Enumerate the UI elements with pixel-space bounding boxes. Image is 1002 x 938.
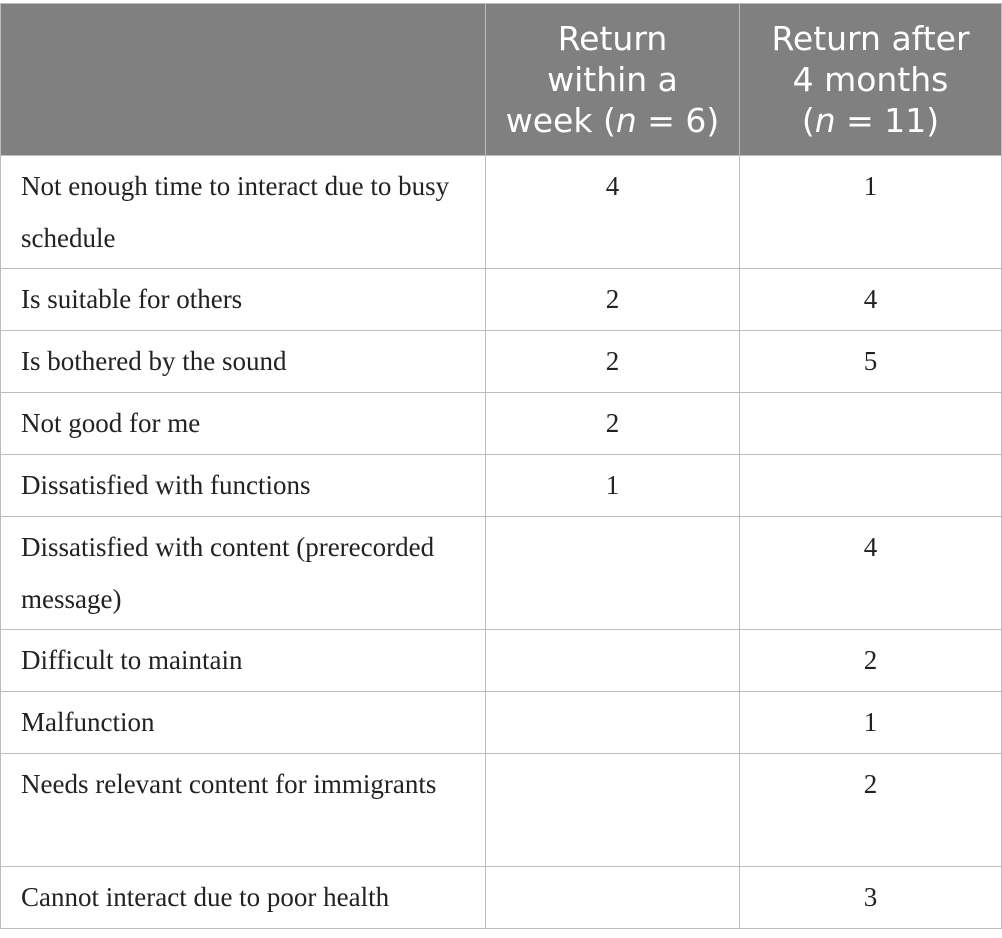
reason-label: Malfunction: [1, 692, 486, 754]
months-count: 1: [740, 692, 1002, 754]
header-week-line3: week (: [505, 101, 616, 140]
header-empty-cell: [1, 4, 486, 156]
header-row: [1, 4, 1002, 156]
reason-label: Is suitable for others: [1, 269, 486, 331]
week-count: 2: [486, 269, 740, 331]
months-count: 2: [740, 754, 1002, 867]
reason-label: Dissatisfied with content (prerecorded message): [1, 517, 486, 630]
week-count: [486, 630, 740, 692]
week-count: 4: [486, 156, 740, 269]
months-count: 4: [740, 517, 1002, 630]
header-months-open: (: [801, 101, 815, 140]
reason-label: Needs relevant content for immigrants: [1, 754, 486, 867]
table-row: [1, 630, 1002, 692]
reason-label: Cannot interact due to poor health: [1, 867, 486, 929]
months-count: 3: [740, 867, 1002, 929]
header-week-line2: within a: [547, 60, 678, 99]
table-row: [1, 754, 1002, 867]
week-count: 2: [486, 393, 740, 455]
header-months-n-value: = 11): [835, 101, 940, 140]
header-months-line1: Return after: [771, 19, 970, 58]
week-count: [486, 867, 740, 929]
week-count: 1: [486, 455, 740, 517]
week-count: [486, 692, 740, 754]
header-week-line1: Return: [557, 19, 668, 58]
header-week-n: n: [615, 101, 637, 140]
table-row: [1, 331, 1002, 393]
week-count: [486, 754, 740, 867]
months-count: 1: [740, 156, 1002, 269]
reason-label: Not enough time to interact due to busy schedule: [1, 156, 486, 269]
header-months-n: n: [814, 101, 836, 140]
table-row: [1, 867, 1002, 929]
reason-label: Is bothered by the sound: [1, 331, 486, 393]
table-row: [1, 517, 1002, 630]
reason-label: Dissatisfied with functions: [1, 455, 486, 517]
week-count: [486, 517, 740, 630]
reasons-table: [0, 3, 1002, 929]
months-count: 5: [740, 331, 1002, 393]
header-week-n-value: = 6): [636, 101, 720, 140]
months-count: [740, 455, 1002, 517]
reason-label: Difficult to maintain: [1, 630, 486, 692]
table-row: [1, 455, 1002, 517]
months-count: [740, 393, 1002, 455]
table-row: [1, 393, 1002, 455]
reason-label: Not good for me: [1, 393, 486, 455]
table-row: [1, 156, 1002, 269]
header-return-after-4-months: [740, 4, 1002, 156]
months-count: 4: [740, 269, 1002, 331]
header-months-line2: 4 months: [792, 60, 949, 99]
header-return-within-week: [486, 4, 740, 156]
week-count: 2: [486, 331, 740, 393]
table-row: [1, 269, 1002, 331]
months-count: 2: [740, 630, 1002, 692]
table-row: [1, 692, 1002, 754]
